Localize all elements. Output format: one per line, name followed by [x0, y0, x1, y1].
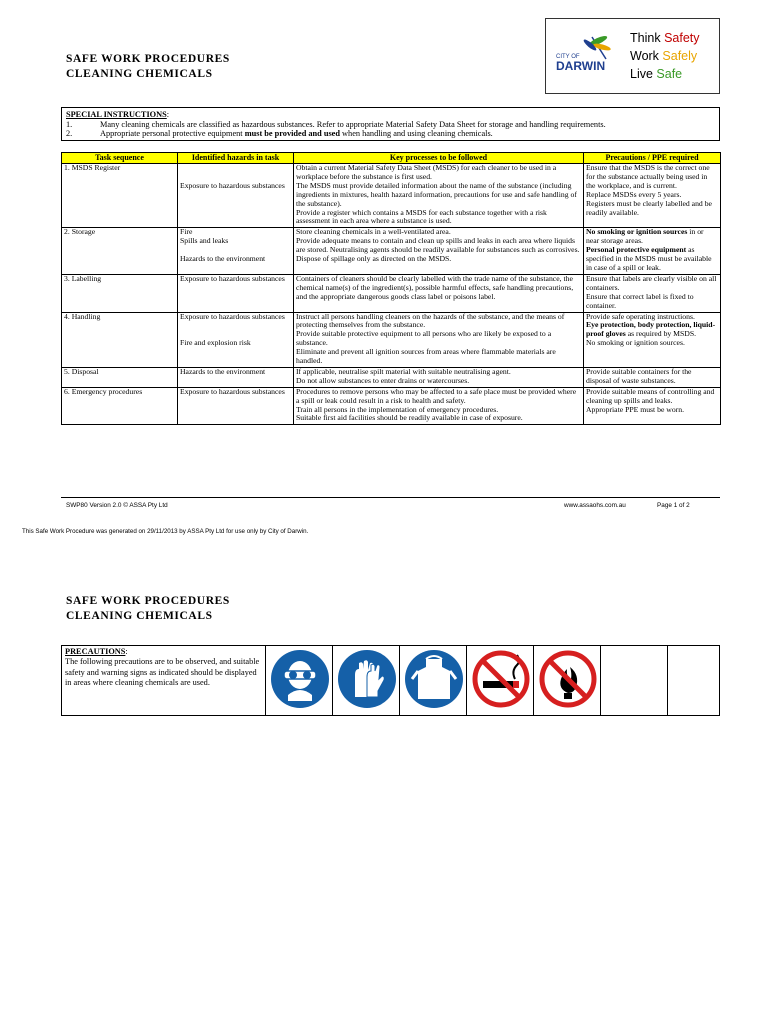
- slogan-live: Live Safe: [630, 67, 683, 81]
- process-line: Procedures to remove persons who may be affected to a safe place must be provided where a spill or leak could result in a risk to health and safety.: [296, 386, 577, 405]
- precaution-line: Ensure that labels are clearly visible on all containers.: [586, 273, 717, 292]
- task-sequence-cell: 2. Storage: [62, 228, 178, 275]
- hazard-line: Exposure to hazardous substances: [180, 180, 285, 190]
- precautions-cell: [584, 164, 721, 228]
- hazards-cell: [178, 228, 294, 275]
- process-line: Do not allow substances to enter drains or watercourses.: [296, 375, 470, 385]
- hazard-line: Exposure to hazardous substances: [180, 273, 285, 283]
- task-sequence-cell: 6. Emergency procedures: [62, 387, 178, 425]
- precautions-cell: [584, 228, 721, 275]
- process-line: Store cleaning chemicals in a well-ventilated area.: [296, 227, 451, 237]
- precaution-line: Provide suitable containers for the disposal of waste substances.: [586, 366, 692, 385]
- safety-slogans: [630, 29, 700, 83]
- city-of-darwin-logo: [545, 18, 720, 94]
- hazard-line: Fire and explosion risk: [180, 338, 251, 348]
- task-sequence-cell: 1. MSDS Register: [62, 164, 178, 228]
- slogan-think: Think Safety: [630, 31, 700, 45]
- task-sequence-cell: 5. Disposal: [62, 367, 178, 387]
- process-line: Dispose of spillage only as directed on the MSDS.: [296, 254, 452, 264]
- header-identified-hazards: Identified hazards in task: [178, 153, 294, 164]
- process-line: Provide suitable protective equipment to all persons who are likely be exposed to a substance.: [296, 329, 552, 348]
- hazard-line: Exposure to hazardous substances: [180, 311, 285, 321]
- process-line: If applicable, neutralise spilt material with suitable neutralising agent.: [296, 366, 511, 376]
- precautions-text: [65, 647, 260, 689]
- header-key-processes: Key processes to be followed: [294, 153, 584, 164]
- table-row: [62, 274, 721, 312]
- key-processes-cell: [294, 387, 584, 425]
- page2-title: [66, 594, 230, 624]
- key-processes-cell: [294, 228, 584, 275]
- apron-icon: [404, 649, 464, 709]
- hazard-line: [180, 321, 291, 330]
- precautions-heading: PRECAUTIONS:: [65, 647, 128, 656]
- hazard-line: [180, 164, 291, 173]
- precaution-line: Replace MSDSs every 5 years.: [586, 189, 682, 199]
- hazards-cell: [178, 312, 294, 367]
- logo-darwin: DARWIN: [556, 59, 606, 73]
- process-line: Provide a register which contains a MSDS for each substance together with a risk assessment in each area where a substance is used.: [296, 207, 547, 226]
- precaution-line: Appropriate PPE must be worn.: [586, 404, 685, 414]
- special-instruction-item: 1. Many cleaning chemicals are classified as hazardous substances. Refer to appropriate Material Safety Data Sheet for storage and handling requirements.: [66, 119, 606, 129]
- footer-version: SWP80 Version 2.0 © ASSA Pty Ltd: [66, 502, 168, 509]
- precaution-line: Provide safe operating instructions.: [586, 311, 695, 321]
- hazard-line: Fire: [180, 227, 193, 237]
- header-task-sequence: Task sequence: [62, 153, 178, 164]
- process-line: Obtain a current Material Safety Data Sheet (MSDS) for each cleaner to be used in a workplace before the substance is first used.: [296, 163, 557, 181]
- table-row: [62, 228, 721, 275]
- hazard-line: Hazards to the environment: [180, 254, 266, 264]
- process-line: Suitable first aid facilities should be readily available in case of exposure.: [296, 413, 523, 423]
- hazards-cell: [178, 164, 294, 228]
- precaution-line: Personal protective equipment as specified in the MSDS must be available in case of a spill or leak.: [586, 245, 712, 272]
- precautions-cell: [584, 312, 721, 367]
- precautions-cell: [584, 274, 721, 312]
- precaution-line: Eye protection, body protection, liquid-proof gloves as required by MSDS.: [586, 320, 716, 339]
- hazards-cell: [178, 274, 294, 312]
- key-processes-cell: [294, 274, 584, 312]
- procedure-table-body: [62, 164, 721, 425]
- special-instruction-item: 2. Appropriate personal protective equipment must be provided and used when handling and using cleaning chemicals.: [66, 129, 493, 138]
- logo-city-of: CITY OF: [556, 54, 580, 60]
- process-line: Eliminate and prevent all ignition sources from areas where flammable materials are handled.: [296, 347, 556, 366]
- slogan-work: Work Safely: [630, 49, 698, 63]
- page1-title: [66, 52, 230, 82]
- empty-sign-cell: [600, 646, 668, 715]
- process-line: Train all persons in the implementation of emergency procedures.: [296, 404, 499, 414]
- generated-notice: This Safe Work Procedure was generated on 29/11/2013 by ASSA Pty Ltd for use only by City of Darwin.: [22, 528, 309, 535]
- header-precautions-ppe: Precautions / PPE required: [584, 153, 721, 164]
- eye-protection-sign-cell: [265, 646, 332, 715]
- precaution-line: Ensure that the MSDS is the correct one for the substance actually being used in the workplace, and is current.: [586, 163, 710, 190]
- dragonfly-icon: [554, 31, 616, 77]
- special-instructions-box: [61, 107, 720, 141]
- hazard-line: Exposure to hazardous substances: [180, 386, 285, 396]
- key-processes-cell: [294, 367, 584, 387]
- precaution-line: Ensure that correct label is fixed to container.: [586, 291, 694, 310]
- table-row: [62, 387, 721, 425]
- special-instructions-heading: SPECIAL INSTRUCTIONS:: [66, 110, 170, 119]
- precaution-line: Provide suitable means of controlling and cleaning up spills and leaks.: [586, 386, 715, 405]
- protective-clothing-sign-cell: [399, 646, 466, 715]
- precautions-cell: [584, 367, 721, 387]
- process-line: Provide adequate means to contain and clean up spills and leaks in each area where liquids are stored. Neutralising agents should be readily available for substances such as corrosives.: [296, 236, 580, 255]
- table-row: [62, 367, 721, 387]
- page1-title-line2: CLEANING CHEMICALS: [66, 68, 213, 80]
- page1-title-line1: SAFE WORK PROCEDURES: [66, 53, 230, 65]
- table-row: [62, 312, 721, 367]
- footer-website: www.assaohs.com.au: [564, 502, 626, 509]
- hazards-cell: [178, 367, 294, 387]
- gloves-icon: [337, 649, 397, 709]
- process-line: The MSDS must provide detailed information about the name of the substance (including ingredients in mixtures, health hazard information, precautions for use and safe handling of the substance).: [296, 180, 577, 208]
- precautions-cell: [584, 387, 721, 425]
- no-open-flame-icon: [538, 649, 598, 709]
- process-line: Instruct all persons handling cleaners on the hazards of the substance, and the means of protecting themselves from the substance.: [296, 311, 565, 330]
- precautions-description: The following precautions are to be observed, and suitable safety and warning signs as indicated should be displayed in areas where cleaning chemicals are used.: [65, 657, 260, 688]
- darwin-logo-mark: [554, 31, 616, 77]
- page2-title-line1: SAFE WORK PROCEDURES: [66, 595, 230, 607]
- no-open-flame-sign-cell: [533, 646, 600, 715]
- no-smoking-sign-cell: [466, 646, 533, 715]
- precautions-box: [61, 645, 720, 716]
- footer-page-number: Page 1 of 2: [657, 502, 690, 509]
- hand-protection-sign-cell: [332, 646, 399, 715]
- table-row: [62, 164, 721, 228]
- key-processes-cell: [294, 312, 584, 367]
- page2-title-line2: CLEANING CHEMICALS: [66, 610, 213, 622]
- table-header-row: [62, 153, 721, 164]
- hazards-cell: [178, 387, 294, 425]
- task-sequence-cell: 4. Handling: [62, 312, 178, 367]
- precaution-line: No smoking or ignition sources.: [586, 338, 685, 348]
- task-sequence-cell: 3. Labelling: [62, 274, 178, 312]
- eye-protection-icon: [270, 649, 330, 709]
- precaution-line: No smoking or ignition sources in or near storage areas.: [586, 227, 704, 246]
- process-line: Containers of cleaners should be clearly labelled with the trade name of the substance, the chemical name(s) of the ingredient(s), possible harmful effects, safe handling precautions, and the appropriate dangerous goods class label or poisons label.: [296, 273, 574, 301]
- key-processes-cell: [294, 164, 584, 228]
- hazard-line: Hazards to the environment: [180, 366, 266, 376]
- procedure-table: [61, 152, 721, 425]
- precaution-line: Registers must be clearly labelled and be readily available.: [586, 198, 712, 217]
- no-smoking-icon: [471, 649, 531, 709]
- footer-rule: [61, 497, 720, 498]
- hazard-line: Spills and leaks: [180, 236, 229, 246]
